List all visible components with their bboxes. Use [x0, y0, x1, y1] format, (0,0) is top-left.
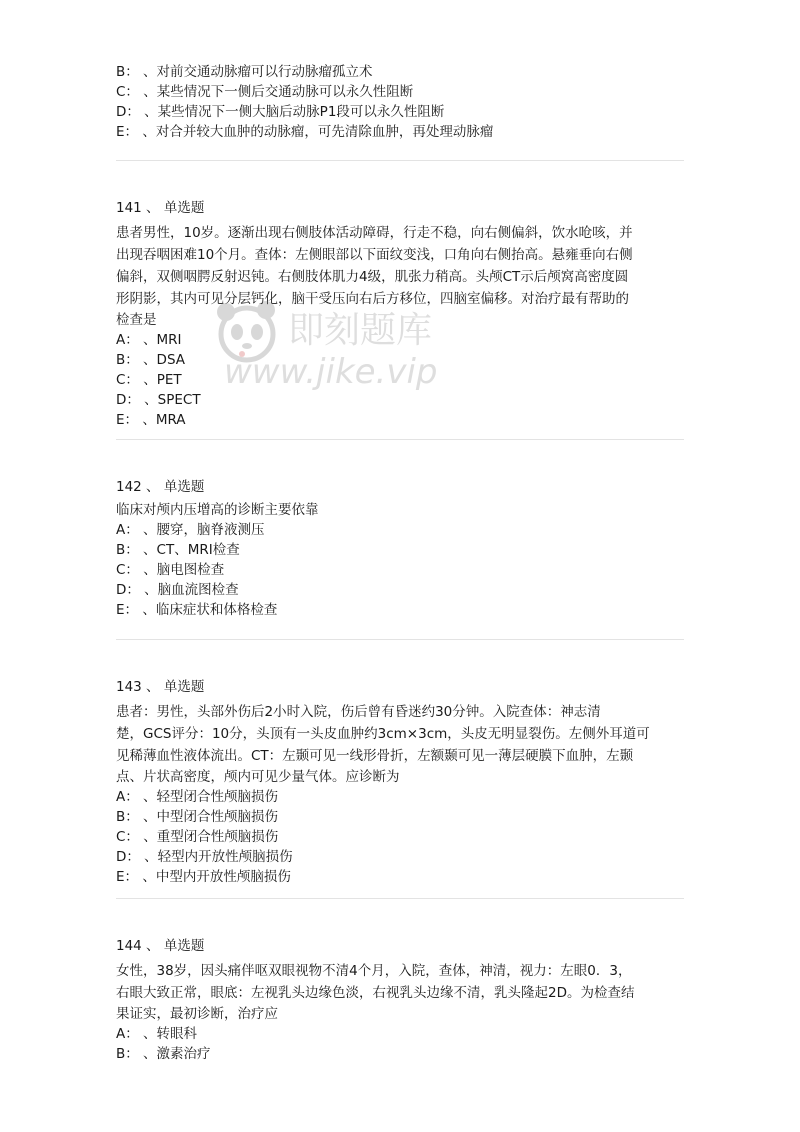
option-e: E： 、中型内开放性颅脑损伤: [116, 869, 291, 885]
divider: [116, 160, 684, 161]
question-header: 144 、 单选题: [116, 938, 205, 954]
option-d: D： 、脑血流图检查: [116, 582, 239, 598]
question-header: 143 、 单选题: [116, 679, 205, 695]
option-d: D： 、某些情况下一侧大脑后动脉P1段可以永久性阻断: [116, 104, 445, 120]
question-stem-line: 果证实，最初诊断，治疗应: [116, 1006, 278, 1022]
option-b: B： 、DSA: [116, 352, 186, 368]
option-e: E： 、MRA: [116, 412, 186, 428]
question-143: [116, 677, 684, 887]
question-stem-line: 患者：男性，头部外伤后2小时入院，伤后曾有昏迷约30分钟。入院查体：神志清: [116, 704, 601, 720]
question-header: 142 、 单选题: [116, 479, 205, 495]
question-141: [116, 198, 684, 430]
option-c: C： 、脑电图检查: [116, 562, 225, 578]
question-stem-line: 临床对颅内压增高的诊断主要依靠: [116, 502, 319, 518]
divider: [116, 898, 684, 899]
option-a: A： 、腰穿，脑脊液测压: [116, 522, 265, 538]
option-b: B： 、对前交通动脉瘤可以行动脉瘤孤立术: [116, 64, 373, 80]
question-stem-line: 见稀薄血性液体流出。CT：左颞可见一线形骨折，左额颞可见一薄层硬膜下血肿，左颞: [116, 748, 634, 764]
question-stem-line: 右眼大致正常，眼底：左视乳头边缘色淡，右视乳头边缘不清，乳头隆起2D。为检查结: [116, 985, 635, 1001]
option-c: C： 、重型闭合性颅脑损伤: [116, 829, 279, 845]
option-e: E： 、临床症状和体格检查: [116, 602, 278, 618]
question-stem-line: 形阴影，其内可见分层钙化，脑干受压向右后方移位，四脑室偏移。对治疗最有帮助的: [116, 291, 629, 307]
option-a: A： 、MRI: [116, 332, 182, 348]
prev-question-options: [116, 62, 684, 142]
option-b: B： 、激素治疗: [116, 1046, 211, 1062]
option-c: C： 、PET: [116, 372, 182, 388]
option-b: B： 、中型闭合性颅脑损伤: [116, 809, 279, 825]
question-142: [116, 477, 684, 620]
option-a: A： 、转眼科: [116, 1026, 198, 1042]
divider: [116, 639, 684, 640]
watermark-url: www.jike.vip: [224, 352, 438, 392]
question-stem-line: 偏斜，双侧咽腭反射迟钝。右侧肢体肌力4级，肌张力稍高。头颅CT示后颅窝高密度圆: [116, 269, 629, 285]
divider: [116, 439, 684, 440]
question-stem-line: 女性，38岁，因头痛伴呕双眼视物不清4个月，入院，查体，神清，视力：左眼0．3，: [116, 963, 632, 979]
question-stem-line: 检查是: [116, 312, 157, 328]
question-stem-line: 患者男性，10岁。逐渐出现右侧肢体活动障碍，行走不稳，向右侧偏斜，饮水呛咳，并: [116, 225, 633, 241]
option-b: B： 、CT、MRI检查: [116, 542, 240, 558]
question-144: [116, 936, 684, 1064]
option-d: D： 、SPECT: [116, 392, 201, 408]
question-stem-line: 出现吞咽困难10个月。查体：左侧眼部以下面纹变浅，口角向右侧抬高。悬雍垂向右侧: [116, 247, 633, 263]
option-c: C： 、某些情况下一侧后交通动脉可以永久性阻断: [116, 84, 414, 100]
question-header: 141 、 单选题: [116, 200, 205, 216]
option-e: E： 、对合并较大血肿的动脉瘤，可先清除血肿，再处理动脉瘤: [116, 124, 494, 140]
watermark-brand: 即刻题库: [288, 310, 433, 351]
option-a: A： 、轻型闭合性颅脑损伤: [116, 789, 279, 805]
question-stem-line: 点、片状高密度，颅内可见少量气体。应诊断为: [116, 769, 400, 785]
question-stem-line: 楚，GCS评分：10分，头顶有一头皮血肿约3cm×3cm，头皮无明显裂伤。左侧外耳道可: [116, 726, 650, 742]
option-d: D： 、轻型内开放性颅脑损伤: [116, 849, 293, 865]
